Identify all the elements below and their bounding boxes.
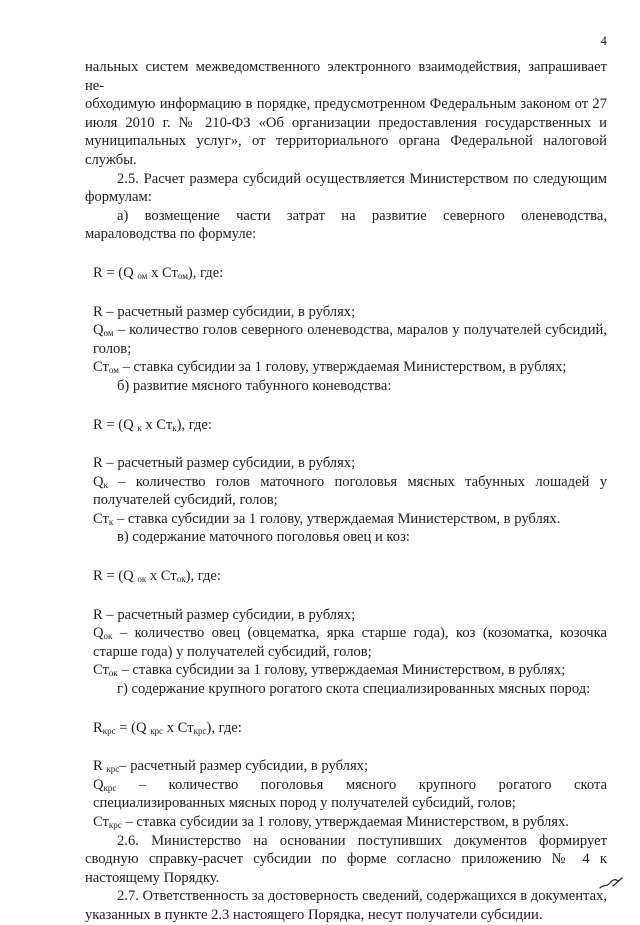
signature-mark [598,875,624,891]
item-g-heading: г) содержание крупного рогатого скота специализированных мясных пород: [117,681,591,698]
clause-2-7: 2.7. Ответственность за достоверность сведений, содержащихся в документах, указанных в пункте 2.3 настоящего Порядка, несут получатели субсидии. [85,888,607,923]
item-b-heading: б) развитие мясного табунного коневодства: [117,377,392,394]
clause-2-6: 2.6. Министерство на основании поступивших документов формирует сводную справку-расчет субсидии по форме согласно приложению № 4 к настоящему Порядку. [85,832,607,886]
intro-continuation: обходимую информацию в порядке, предусмотренном Федеральным законом от 27 июля 2010 г. № 210-ФЗ «Об организации предоставления государственных и муниципальных услуг», от территориального органа Федеральной налоговой службы. [85,96,607,168]
item-b-def-q: $Q_к$ – количество голов маточного поголовья мясных табунных лошадей у получателей субсидий, голов; [93,473,607,509]
item-a-def-q: $Q_{ом}$ – количество голов северного оленеводства, маралов у получателей субсидий, голов; [93,322,607,357]
item-b-def-st: $Ст_к$ – ставка субсидии за 1 голову, утверждаемая Министерством, в рублях. [93,510,561,527]
item-v-def-st: $Ст_{ок}$ – ставка субсидии за 1 голову, утверждаемая Министерством, в рублях; [93,662,566,679]
document-body [85,58,607,925]
item-g-def-r: R $_{крс}$– расчетный размер субсидии, в рублях; [93,758,369,775]
formula-v: R = (Q $_{ок}$ х $Ст_{ок}$), где: [93,568,221,585]
intro-line-1: нальных систем межведомственного электронного взаимодействия, запрашивает не- [85,59,607,94]
item-a-heading: а) возмещение части затрат на развитие северного оленеводства, мараловодства по формуле: [85,207,607,243]
item-a-def-r: R – расчетный размер субсидии, в рублях; [93,303,356,320]
clause-2-5: 2.5. Расчет размера субсидий осуществляется Министерством по следующим формулам: [85,170,607,206]
item-g-def-q: $Q_{крс}$ – количество поголовья мясного крупного рогатого скота специализированных мясных пород у получателей субсидий, голов; [93,776,607,812]
item-g-def-st: $Ст_{крс}$ – ставка субсидии за 1 голову, утверждаемая Министерством, в рублях. [93,814,569,830]
formula-a: R = (Q $_{ом}$ х $Ст_{ом}$), где: [93,264,224,281]
item-b-def-r: R – расчетный размер субсидии, в рублях; [93,455,356,472]
formula-b: R = (Q $_к$ х $Ст_к$), где: [93,416,212,433]
item-a-def-st: $Ст_{ом}$ – ставка субсидии за 1 голову, утверждаемая Министерством, в рублях; [93,359,567,376]
formula-g: $R_{крс} = (Q$ $_{крс}$ х $Ст_{крс}$), где: [93,719,242,736]
item-v-heading: в) содержание маточного поголовья овец и коз: [117,529,410,546]
item-v-def-q: $Q_{ок}$ – количество овец (овцематка, ярка старше года), коз (козоматка, козочка старше года) у получателей субсидий, голов; [93,625,607,660]
item-v-def-r: R – расчетный размер субсидии, в рублях; [93,606,356,623]
page-number: 4 [600,33,607,48]
